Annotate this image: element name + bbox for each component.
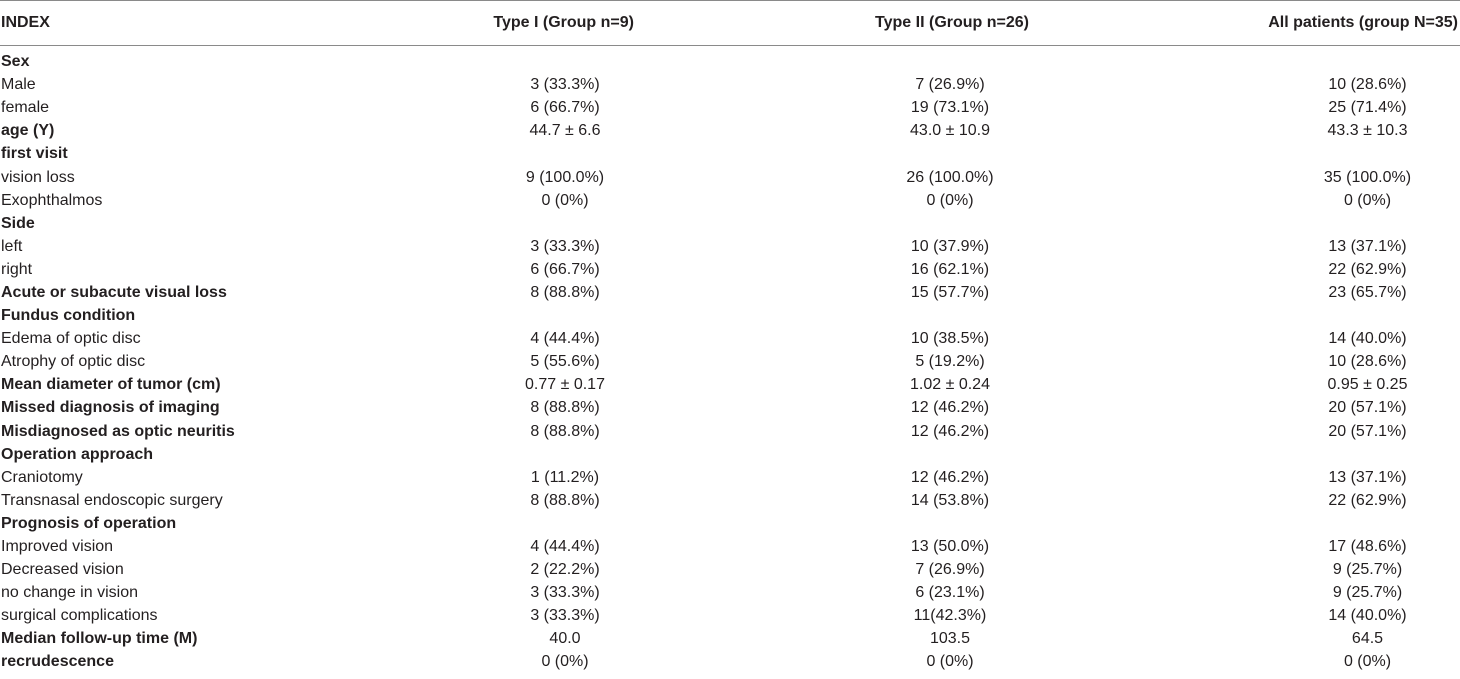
row-label: Transnasal endoscopic surgery bbox=[1, 491, 223, 509]
row-label: no change in vision bbox=[1, 584, 138, 602]
all-patients-value: 13 (37.1%) bbox=[1328, 237, 1407, 255]
all-patients-value: 43.3 ± 10.3 bbox=[1327, 122, 1408, 140]
table-row bbox=[0, 443, 1460, 466]
all-patients-value: 0 (0%) bbox=[1343, 191, 1392, 209]
header-index: INDEX bbox=[0, 1, 360, 46]
table-row bbox=[0, 627, 1460, 650]
all-patients-value bbox=[1140, 443, 1460, 466]
table-row bbox=[0, 189, 1460, 212]
row-label: Exophthalmos bbox=[1, 191, 103, 209]
all-patients-value bbox=[1140, 304, 1460, 327]
row-label: Acute or subacute visual loss bbox=[1, 283, 227, 301]
type-i-value bbox=[360, 443, 755, 466]
row-label: right bbox=[1, 260, 33, 278]
row-label: female bbox=[1, 99, 50, 117]
table-header-row bbox=[0, 1, 1460, 46]
row-label: Median follow-up time (M) bbox=[1, 630, 198, 648]
type-i-value: 0 (0%) bbox=[541, 191, 589, 209]
table-row bbox=[0, 650, 1460, 673]
row-label: Edema of optic disc bbox=[1, 330, 141, 348]
table-row bbox=[0, 258, 1460, 281]
all-patients-value: 9 (25.7%) bbox=[1332, 584, 1403, 602]
all-patients-value: 23 (65.7%) bbox=[1328, 283, 1407, 301]
table-row bbox=[0, 512, 1460, 535]
type-ii-value: 43.0 ± 10.9 bbox=[910, 122, 990, 140]
type-ii-value bbox=[755, 443, 1140, 466]
type-ii-value: 1.02 ± 0.24 bbox=[910, 376, 990, 394]
row-label: Operation approach bbox=[1, 445, 154, 463]
type-i-value: 0.77 ± 0.17 bbox=[525, 376, 605, 394]
row-label: Misdiagnosed as optic neuritis bbox=[1, 422, 235, 440]
table-row bbox=[0, 96, 1460, 119]
all-patients-value: 13 (37.1%) bbox=[1328, 468, 1407, 486]
type-i-value: 3 (33.3%) bbox=[530, 76, 600, 94]
table-row bbox=[0, 489, 1460, 512]
all-patients-value: 64.5 bbox=[1351, 630, 1384, 648]
type-ii-value: 11(42.3%) bbox=[913, 607, 987, 625]
row-label: Male bbox=[1, 76, 36, 94]
row-label: age (Y) bbox=[1, 122, 55, 140]
type-ii-value: 26 (100.0%) bbox=[906, 168, 994, 186]
type-ii-value: 6 (23.1%) bbox=[915, 584, 985, 602]
row-label: Prognosis of operation bbox=[1, 514, 177, 532]
table-row bbox=[0, 304, 1460, 327]
row-label: left bbox=[1, 237, 23, 255]
type-ii-value: 19 (73.1%) bbox=[910, 99, 990, 117]
all-patients-value: 10 (28.6%) bbox=[1328, 76, 1407, 94]
type-i-value: 4 (44.4%) bbox=[530, 330, 600, 348]
table-row bbox=[0, 327, 1460, 350]
all-patients-value: 0 (0%) bbox=[1343, 653, 1392, 671]
table-row bbox=[0, 281, 1460, 304]
table-row bbox=[0, 119, 1460, 142]
table-row bbox=[0, 142, 1460, 165]
table-row bbox=[0, 212, 1460, 235]
type-i-value bbox=[360, 142, 755, 165]
type-ii-value: 12 (46.2%) bbox=[910, 399, 990, 417]
type-i-value: 3 (33.3%) bbox=[530, 237, 600, 255]
all-patients-value: 0.95 ± 0.25 bbox=[1327, 376, 1408, 394]
row-label: Atrophy of optic disc bbox=[1, 353, 146, 371]
table-body bbox=[0, 46, 1460, 674]
row-label: recrudescence bbox=[1, 653, 114, 671]
all-patients-value bbox=[1140, 46, 1460, 74]
type-ii-value: 12 (46.2%) bbox=[910, 422, 990, 440]
table-row bbox=[0, 165, 1460, 188]
type-i-value bbox=[360, 46, 755, 74]
table-row bbox=[0, 420, 1460, 443]
table-row bbox=[0, 466, 1460, 489]
type-i-value bbox=[360, 512, 755, 535]
type-i-value: 9 (100.0%) bbox=[525, 168, 605, 186]
type-ii-value: 12 (46.2%) bbox=[910, 468, 990, 486]
type-i-value: 6 (66.7%) bbox=[530, 99, 600, 117]
type-ii-value: 16 (62.1%) bbox=[910, 260, 990, 278]
type-i-value: 3 (33.3%) bbox=[530, 607, 600, 625]
table-row bbox=[0, 373, 1460, 396]
header-all-patients: All patients (group N=35) bbox=[1140, 1, 1460, 46]
type-ii-value bbox=[755, 46, 1140, 74]
all-patients-value: 35 (100.0%) bbox=[1323, 168, 1412, 186]
row-label: Sex bbox=[1, 53, 30, 71]
all-patients-value bbox=[1140, 512, 1460, 535]
all-patients-value: 14 (40.0%) bbox=[1328, 330, 1407, 348]
type-i-value: 8 (88.8%) bbox=[530, 399, 600, 417]
all-patients-value bbox=[1140, 142, 1460, 165]
all-patients-value: 22 (62.9%) bbox=[1328, 260, 1407, 278]
all-patients-value: 20 (57.1%) bbox=[1328, 399, 1407, 417]
table-row bbox=[0, 558, 1460, 581]
row-label: Mean diameter of tumor (cm) bbox=[1, 376, 221, 394]
table-row bbox=[0, 396, 1460, 419]
type-ii-value: 7 (26.9%) bbox=[915, 76, 985, 94]
type-i-value: 1 (11.2%) bbox=[530, 468, 600, 486]
type-ii-value bbox=[755, 512, 1140, 535]
all-patients-value: 10 (28.6%) bbox=[1328, 353, 1407, 371]
type-i-value: 2 (22.2%) bbox=[530, 561, 600, 579]
type-ii-value bbox=[755, 212, 1140, 235]
header-type-ii: Type II (Group n=26) bbox=[755, 1, 1140, 46]
table-row bbox=[0, 73, 1460, 96]
row-label: surgical complications bbox=[1, 607, 158, 625]
type-i-value bbox=[360, 212, 755, 235]
all-patients-value: 9 (25.7%) bbox=[1332, 561, 1403, 579]
row-label: Craniotomy bbox=[1, 468, 83, 486]
all-patients-value: 20 (57.1%) bbox=[1328, 422, 1407, 440]
type-ii-value: 5 (19.2%) bbox=[915, 353, 985, 371]
type-i-value: 8 (88.8%) bbox=[530, 283, 600, 301]
row-label: Improved vision bbox=[1, 538, 114, 556]
row-label: vision loss bbox=[1, 168, 75, 186]
type-i-value bbox=[360, 304, 755, 327]
table-row bbox=[0, 350, 1460, 373]
type-i-value: 5 (55.6%) bbox=[530, 353, 600, 371]
row-label: Decreased vision bbox=[1, 561, 124, 579]
type-ii-value: 103.5 bbox=[929, 630, 971, 648]
all-patients-value: 14 (40.0%) bbox=[1328, 607, 1407, 625]
row-label: Missed diagnosis of imaging bbox=[1, 399, 220, 417]
type-i-value: 8 (88.8%) bbox=[530, 422, 600, 440]
table-row bbox=[0, 581, 1460, 604]
type-i-value: 40.0 bbox=[549, 630, 581, 648]
all-patients-value bbox=[1140, 212, 1460, 235]
table-row bbox=[0, 46, 1460, 74]
type-ii-value: 15 (57.7%) bbox=[910, 283, 990, 301]
type-i-value: 6 (66.7%) bbox=[530, 260, 600, 278]
row-label: first visit bbox=[1, 145, 68, 163]
header-type-i: Type I (Group n=9) bbox=[360, 1, 755, 46]
type-ii-value bbox=[755, 142, 1140, 165]
row-label: Side bbox=[1, 214, 35, 232]
all-patients-value: 25 (71.4%) bbox=[1328, 99, 1407, 117]
type-ii-value bbox=[755, 304, 1140, 327]
type-ii-value: 7 (26.9%) bbox=[915, 561, 985, 579]
all-patients-value: 22 (62.9%) bbox=[1328, 491, 1407, 509]
type-i-value: 0 (0%) bbox=[541, 653, 589, 671]
table-row bbox=[0, 604, 1460, 627]
type-ii-value: 10 (37.9%) bbox=[910, 237, 990, 255]
type-ii-value: 13 (50.0%) bbox=[910, 538, 990, 556]
type-ii-value: 14 (53.8%) bbox=[910, 491, 990, 509]
type-ii-value: 0 (0%) bbox=[926, 653, 974, 671]
type-ii-value: 0 (0%) bbox=[926, 191, 974, 209]
row-label: Fundus condition bbox=[1, 307, 136, 325]
type-i-value: 44.7 ± 6.6 bbox=[529, 122, 601, 140]
type-i-value: 8 (88.8%) bbox=[530, 491, 600, 509]
type-i-value: 4 (44.4%) bbox=[530, 538, 600, 556]
all-patients-value: 17 (48.6%) bbox=[1328, 538, 1407, 556]
type-i-value: 3 (33.3%) bbox=[530, 584, 600, 602]
type-ii-value: 10 (38.5%) bbox=[910, 330, 990, 348]
table-row bbox=[0, 535, 1460, 558]
table-row bbox=[0, 235, 1460, 258]
